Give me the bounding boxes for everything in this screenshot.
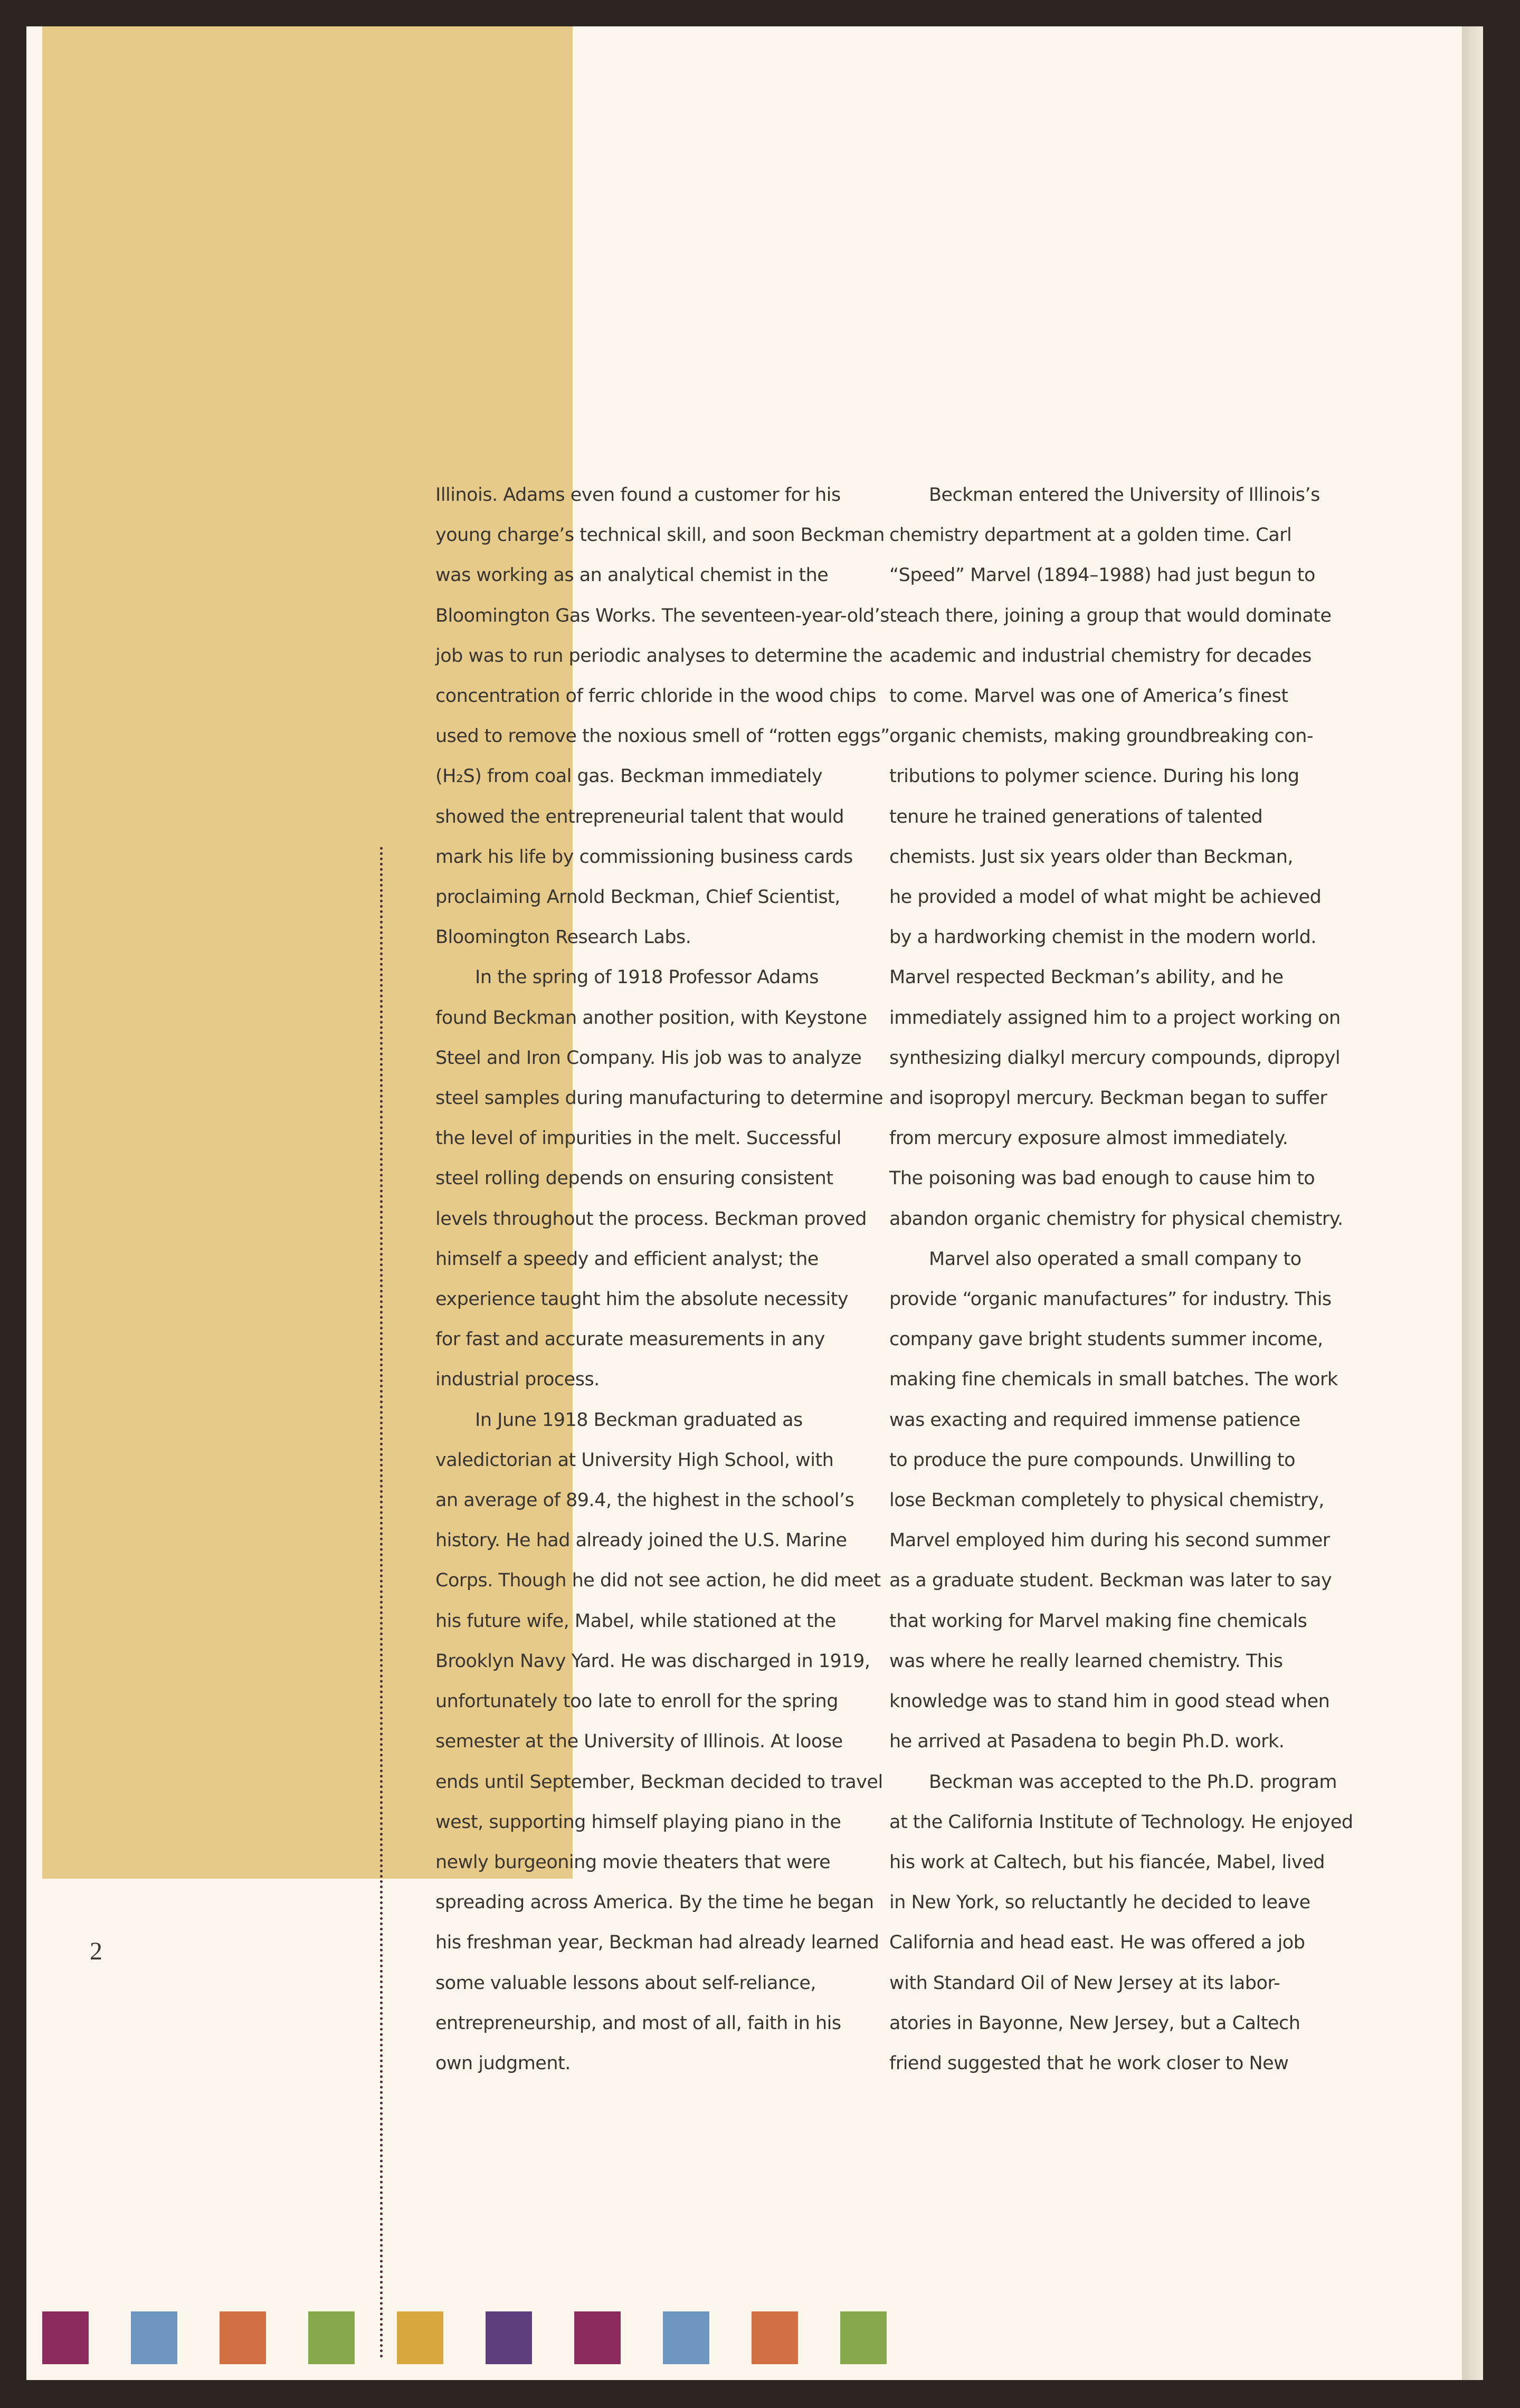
color-square [574, 2311, 621, 2364]
text-line: company gave bright students summer income, [889, 1329, 1323, 1350]
text-line: In the spring of 1918 Professor Adams [475, 967, 819, 988]
text-line: an average of 89.4, the highest in the school’s [435, 1490, 854, 1511]
text-line: concentration of ferric chloride in the wood chips [435, 686, 877, 707]
text-line: for fast and accurate measurements in any [435, 1329, 825, 1350]
text-line: he arrived at Pasadena to begin Ph.D. work. [889, 1731, 1285, 1753]
color-square [397, 2311, 443, 2364]
text-line: showed the entrepreneurial talent that would [435, 806, 844, 827]
text-line: Beckman entered the University of Illinois’s [929, 484, 1320, 506]
dotted-vertical-rule [380, 847, 383, 2359]
text-line: proclaiming Arnold Beckman, Chief Scientist, [435, 887, 840, 908]
text-line: organic chemists, making groundbreaking con- [889, 726, 1314, 747]
color-squares-strip [42, 2311, 939, 2364]
text-line: that working for Marvel making fine chemicals [889, 1610, 1307, 1632]
text-line: entrepreneurship, and most of all, faith in his [435, 2012, 841, 2034]
text-line: used to remove the noxious smell of “rotten eggs” [435, 726, 890, 747]
text-line: industrial process. [435, 1369, 600, 1391]
text-line: friend suggested that he work closer to New [889, 2052, 1289, 2074]
text-line: his future wife, Mabel, while stationed at the [435, 1610, 836, 1632]
text-line: lose Beckman completely to physical chemistry, [889, 1490, 1324, 1511]
text-line: chemistry department at a golden time. Carl [889, 525, 1292, 546]
text-line: The poisoning was bad enough to cause him to [889, 1168, 1315, 1189]
text-line: his work at Caltech, but his fiancée, Mabel, lived [889, 1851, 1325, 1873]
text-line: Marvel respected Beckman’s ability, and he [889, 967, 1284, 988]
text-line: Steel and Iron Company. His job was to analyze [435, 1047, 862, 1069]
text-line: the level of impurities in the melt. Successful [435, 1128, 841, 1149]
text-line: spreading across America. By the time he began [435, 1892, 874, 1914]
text-line: levels throughout the process. Beckman proved [435, 1208, 867, 1230]
text-line: Brooklyn Navy Yard. He was discharged in 1919, [435, 1650, 870, 1672]
text-line: academic and industrial chemistry for decades [889, 645, 1312, 667]
text-line: Illinois. Adams even found a customer for his [435, 484, 841, 506]
color-square [663, 2311, 709, 2364]
text-line: “Speed” Marvel (1894–1988) had just begun to [889, 565, 1315, 586]
text-line: unfortunately too late to enroll for the spring [435, 1691, 838, 1712]
text-line: teach there, joining a group that would dominate [889, 605, 1332, 626]
text-line: young charge’s technical skill, and soon Beckman [435, 525, 885, 546]
page-edge [1462, 26, 1483, 2380]
text-line: synthesizing dialkyl mercury compounds, dipropyl [889, 1047, 1341, 1069]
text-line: own judgment. [435, 2052, 571, 2074]
text-line: chemists. Just six years older than Beckman, [889, 846, 1294, 868]
text-line: job was to run periodic analyses to determine the [435, 645, 882, 667]
text-line: steel rolling depends on ensuring consistent [435, 1168, 833, 1189]
text-line: valedictorian at University High School, with [435, 1449, 834, 1471]
text-line: his freshman year, Beckman had already learned [435, 1932, 879, 1954]
color-square [42, 2311, 89, 2364]
text-line: abandon organic chemistry for physical chemistry. [889, 1208, 1343, 1230]
text-line: Marvel also operated a small company to [929, 1248, 1302, 1270]
text-line: in New York, so reluctantly he decided to leave [889, 1892, 1310, 1914]
text-line: was where he really learned chemistry. This [889, 1650, 1283, 1672]
text-line: ends until September, Beckman decided to travel [435, 1771, 883, 1793]
text-line: newly burgeoning movie theaters that were [435, 1851, 831, 1873]
text-line: some valuable lessons about self-reliance, [435, 1972, 816, 1994]
text-column-left [435, 475, 890, 2083]
text-line: immediately assigned him to a project working on [889, 1007, 1341, 1029]
text-line: mark his life by commissioning business cards [435, 846, 853, 868]
text-line: Corps. Though he did not see action, he did meet [435, 1570, 881, 1592]
text-line: Bloomington Gas Works. The seventeen-year-old’s [435, 605, 890, 626]
text-line: steel samples during manufacturing to determine [435, 1088, 884, 1109]
text-line: and isopropyl mercury. Beckman began to suffer [889, 1088, 1327, 1109]
text-line: knowledge was to stand him in good stead when [889, 1691, 1330, 1712]
text-line: from mercury exposure almost immediately. [889, 1128, 1288, 1149]
color-square [752, 2311, 798, 2364]
color-square [308, 2311, 355, 2364]
text-line: experience taught him the absolute necessity [435, 1289, 849, 1310]
text-line: Marvel employed him during his second summer [889, 1530, 1330, 1552]
text-line: as a graduate student. Beckman was later to say [889, 1570, 1332, 1592]
color-square [486, 2311, 532, 2364]
text-line: (H₂S) from coal gas. Beckman immediately [435, 766, 823, 787]
text-line: was working as an analytical chemist in the [435, 565, 829, 586]
text-line: found Beckman another position, with Keystone [435, 1007, 867, 1029]
text-line: In June 1918 Beckman graduated as [475, 1409, 803, 1431]
page-number: 2 [90, 1937, 102, 1965]
text-line: with Standard Oil of New Jersey at its labor- [889, 1972, 1280, 1994]
text-line: at the California Institute of Technology. He enjoyed [889, 1811, 1353, 1833]
text-line: himself a speedy and efficient analyst; the [435, 1248, 819, 1270]
text-line: tenure he trained generations of talented [889, 806, 1263, 827]
text-line: to produce the pure compounds. Unwilling to [889, 1449, 1295, 1471]
color-square [131, 2311, 177, 2364]
color-square [840, 2311, 887, 2364]
text-line: Beckman was accepted to the Ph.D. program [929, 1771, 1337, 1793]
text-line: provide “organic manufactures” for industry. This [889, 1289, 1332, 1310]
text-line: history. He had already joined the U.S. Marine [435, 1530, 847, 1552]
text-line: semester at the University of Illinois. At loose [435, 1731, 843, 1753]
text-line: west, supporting himself playing piano in the [435, 1811, 841, 1833]
text-line: Bloomington Research Labs. [435, 927, 691, 948]
text-line: tributions to polymer science. During his long [889, 766, 1299, 787]
text-line: he provided a model of what might be achieved [889, 887, 1322, 908]
text-line: California and head east. He was offered a job [889, 1932, 1305, 1954]
text-line: to come. Marvel was one of America’s finest [889, 686, 1288, 707]
text-line: was exacting and required immense patience [889, 1409, 1300, 1431]
text-column-right [889, 475, 1353, 2083]
text-line: making fine chemicals in small batches. The work [889, 1369, 1338, 1391]
text-line: atories in Bayonne, New Jersey, but a Caltech [889, 2012, 1300, 2034]
color-square [220, 2311, 266, 2364]
document-page [26, 26, 1483, 2380]
text-line: by a hardworking chemist in the modern world. [889, 927, 1316, 948]
